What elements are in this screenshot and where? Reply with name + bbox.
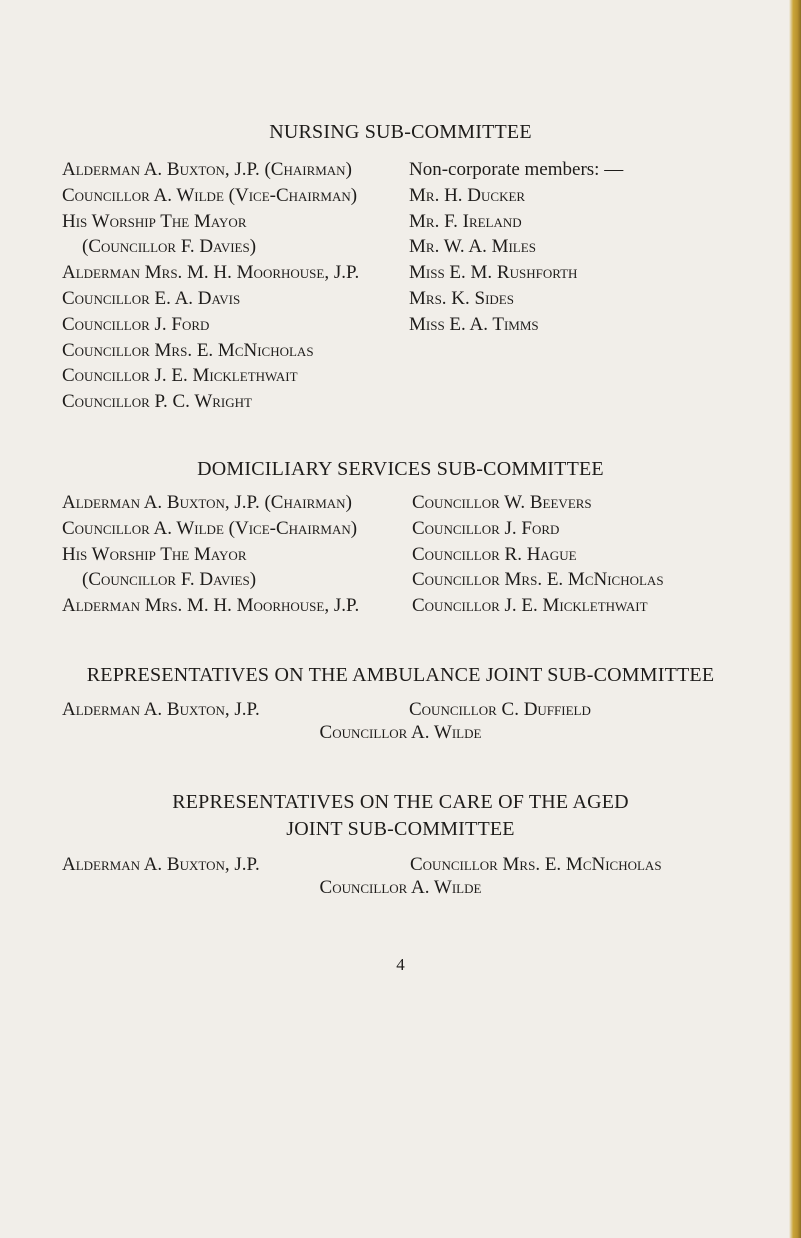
member-name: Mr. F. Ireland [409, 210, 522, 232]
member-name: His Worship The Mayor [62, 543, 247, 565]
member-name: Councillor P. C. Wright [62, 391, 252, 413]
member-name: Councillor A. Wilde (Vice-Chairman) [62, 184, 358, 206]
member-name: Councillor W. Beevers [412, 492, 592, 513]
member-name: Alderman A. Buxton, J.P. [62, 699, 260, 720]
member-name: Councillor J. Ford [412, 517, 560, 539]
member-name: Councillor A. Wilde [319, 877, 482, 898]
aged-title-line-1: REPRESENTATIVES ON THE CARE OF THE AGED [172, 791, 629, 813]
non-corporate-heading: Non-corporate members: — [409, 159, 624, 180]
member-name: (Councillor F. Davies) [82, 569, 257, 591]
member-name: Councillor J. Ford [62, 313, 210, 335]
ambulance-title: REPRESENTATIVES ON THE AMBULANCE JOINT SUB-COMMITTEE [86, 664, 715, 686]
nursing-members-left [62, 157, 359, 415]
aged-title-line-2: JOINT SUB-COMMITTEE [286, 818, 515, 840]
member-name: Councillor E. A. Davis [62, 287, 241, 309]
member-name: Councillor A. Wilde (Vice-Chairman) [62, 517, 358, 539]
member-name: Alderman A. Buxton, J.P. (Chairman) [62, 492, 352, 513]
member-name: Councillor R. Hague [412, 543, 577, 565]
member-name: (Councillor F. Davies) [82, 236, 257, 258]
member-name: Councillor J. E. Micklethwait [412, 595, 648, 617]
member-name: Miss E. A. Timms [409, 313, 539, 335]
member-name: Miss E. M. Rushforth [409, 262, 578, 284]
member-name: Councillor C. Duffield [409, 699, 591, 720]
member-name: Councillor Mrs. E. McNicholas [62, 339, 314, 361]
member-name: Councillor A. Wilde [319, 722, 482, 743]
member-name: Alderman Mrs. M. H. Moorhouse, J.P. [62, 262, 360, 284]
member-name: Councillor Mrs. E. McNicholas [410, 854, 662, 875]
domiciliary-members-right [412, 490, 664, 619]
member-name: Mrs. K. Sides [409, 287, 514, 309]
member-name: Alderman Mrs. M. H. Moorhouse, J.P. [62, 595, 360, 617]
page-number: 4 [396, 955, 405, 974]
member-name: Mr. W. A. Miles [409, 236, 536, 258]
member-name: Councillor Mrs. E. McNicholas [412, 569, 664, 591]
member-name: Mr. H. Ducker [409, 184, 526, 206]
member-name: His Worship The Mayor [62, 210, 247, 232]
nursing-members-right [409, 157, 623, 338]
member-name: Councillor J. E. Micklethwait [62, 365, 298, 387]
nursing-title: NURSING SUB-COMMITTEE [269, 121, 532, 143]
domiciliary-members-left [62, 490, 359, 619]
page-edge-stain [789, 0, 801, 1238]
member-name: Alderman A. Buxton, J.P. [62, 854, 260, 875]
domiciliary-title: DOMICILIARY SERVICES SUB-COMMITTEE [197, 458, 604, 480]
member-name: Alderman A. Buxton, J.P. (Chairman) [62, 159, 352, 180]
